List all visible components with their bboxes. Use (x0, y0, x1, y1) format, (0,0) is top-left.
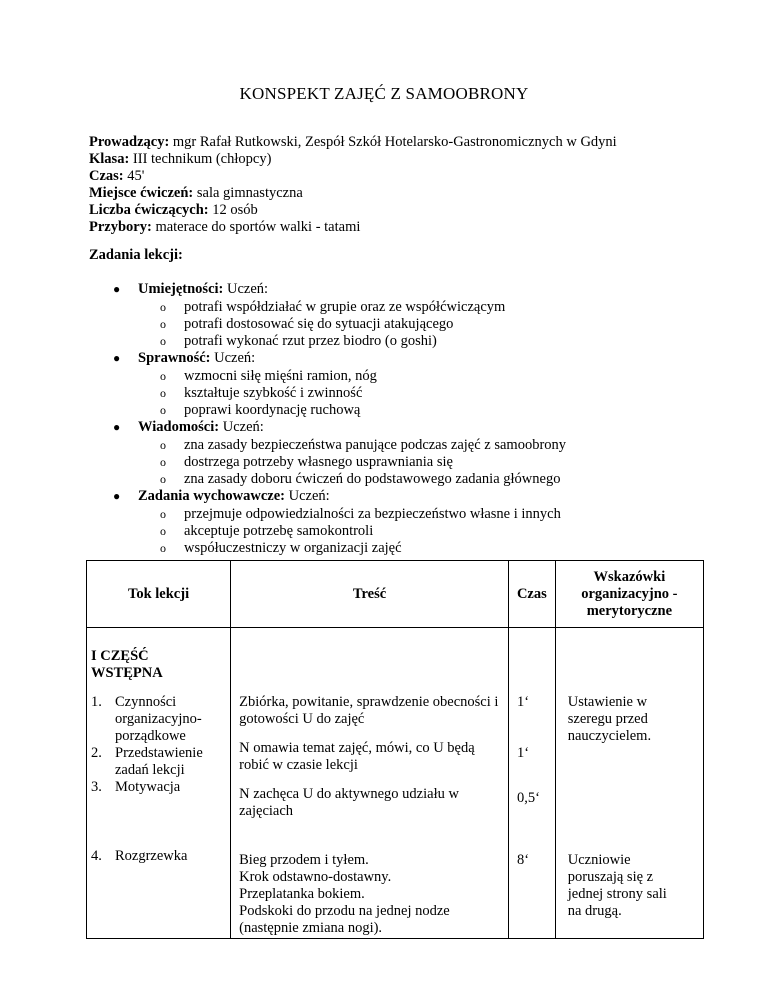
info-instructor (89, 134, 617, 151)
circle-bullet-icon: o (160, 541, 166, 555)
task-group-rest: Uczeń: (219, 419, 264, 435)
circle-bullet-icon: o (160, 386, 166, 400)
info-value: sala gimnastyczna (193, 185, 303, 201)
info-label: Liczba ćwiczących: (89, 202, 209, 218)
bullet-icon: ● (113, 351, 121, 365)
bullet-icon: ● (113, 282, 121, 296)
info-label: Miejsce ćwiczeń: (89, 185, 194, 201)
circle-bullet-icon: o (160, 438, 166, 452)
time-cell: 1‘ 1‘ 0,5‘ (508, 682, 555, 836)
header-col-content: Treść (231, 561, 509, 628)
notes-cell: Ustawienie w szeregu przed nauczycielem. (555, 682, 703, 836)
lesson-info (89, 134, 617, 236)
task-group-label: Zadania wychowawcze: (138, 488, 286, 504)
circle-bullet-icon: o (160, 334, 166, 348)
info-value: materace do sportów walki - tatami (151, 219, 361, 235)
info-label: Przybory: (89, 219, 152, 235)
task-group-rest: Uczeń: (210, 350, 256, 366)
flow-steps-cell: 1. Czynności organizacyjno- porządkowe 2. Przedstawienie zadań lekcji 3. Motywacja (87, 682, 231, 836)
content-cell: Zbiórka, powitanie, sprawdzenie obecności i gotowości U do zajęć N omawia temat zajęć, mówi, co U będą robić w czasie lekcji N zachęca U do aktywnego udziału w zajęciach (231, 682, 509, 836)
circle-bullet-icon: o (160, 507, 166, 521)
content-cell: Bieg przodem i tyłem. Krok odstawno-dostawny. Przeplatanka bokiem. Podskoki do przodu na jednej nodze (następnie zmiana nogi). (231, 836, 509, 939)
info-equipment (89, 219, 617, 236)
info-value: 45' (123, 168, 145, 184)
circle-bullet-icon: o (160, 524, 166, 538)
header-col-flow: Tok lekcji (87, 561, 231, 628)
time-cell: 8‘ (508, 836, 555, 939)
info-location (89, 185, 617, 202)
document-title: KONSPEKT ZAJĘĆ Z SAMOOBRONY (239, 84, 529, 103)
lesson-table (86, 560, 704, 939)
info-value: 12 osób (208, 202, 258, 218)
info-value: III technikum (chłopcy) (129, 151, 272, 167)
table-header-row (87, 561, 704, 628)
info-label: Prowadzący: (89, 134, 170, 150)
header-col-time: Czas (508, 561, 555, 628)
circle-bullet-icon: o (160, 403, 166, 417)
header-col-notes: Wskazówki organizacyjno - merytoryczne (555, 561, 703, 628)
part-label: I CZĘŚĆ WSTĘPNA (87, 628, 231, 683)
circle-bullet-icon: o (160, 455, 166, 469)
info-label: Klasa: (89, 151, 130, 167)
circle-bullet-icon: o (160, 300, 166, 314)
table-row (87, 682, 704, 836)
task-group-label: Wiadomości: (138, 419, 220, 435)
task-group-rest: Uczeń: (223, 281, 269, 297)
info-class (89, 151, 617, 168)
table-row (87, 628, 704, 683)
info-participants (89, 202, 617, 219)
circle-bullet-icon: o (160, 317, 166, 331)
task-group-label: Sprawność: (138, 350, 211, 366)
table-row (87, 836, 704, 939)
info-label: Czas: (89, 168, 124, 184)
bullet-icon: ● (113, 420, 121, 434)
notes-cell: Uczniowie poruszają się z jednej strony sali na drugą. (555, 836, 703, 939)
circle-bullet-icon: o (160, 369, 166, 383)
info-value: mgr Rafał Rutkowski, Zespół Szkół Hotelarsko-Gastronomicznych w Gdyni (169, 134, 617, 150)
info-time (89, 168, 617, 185)
flow-steps-cell: 4. Rozgrzewka (87, 836, 231, 939)
task-group-rest: Uczeń: (285, 488, 330, 504)
bullet-icon: ● (113, 489, 121, 503)
tasks-heading: Zadania lekcji: (89, 247, 183, 263)
task-group-label: Umiejętności: (138, 281, 224, 297)
circle-bullet-icon: o (160, 472, 166, 486)
